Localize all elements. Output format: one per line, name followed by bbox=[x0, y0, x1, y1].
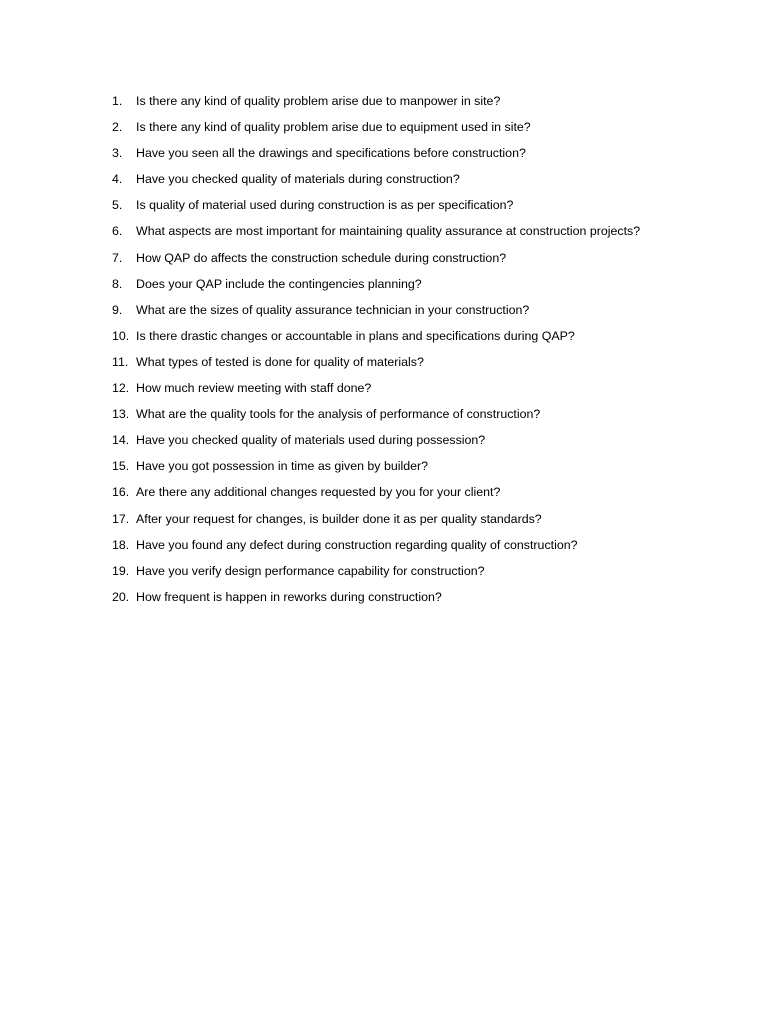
question-text: Is there drastic changes or accountable in plans and specifications during QAP? bbox=[136, 328, 575, 343]
question-number: 14. bbox=[112, 433, 130, 448]
question-number: 20. bbox=[112, 589, 130, 604]
question-item bbox=[112, 142, 640, 168]
question-number: 9. bbox=[112, 302, 123, 317]
question-text: Is there any kind of quality problem arise due to equipment used in site? bbox=[136, 120, 531, 135]
question-item bbox=[112, 299, 640, 325]
question-text: Have you got possession in time as given by builder? bbox=[136, 459, 429, 474]
question-text: Is there any kind of quality problem arise due to manpower in site? bbox=[136, 94, 501, 108]
question-number: 7. bbox=[112, 250, 123, 265]
question-item bbox=[112, 168, 640, 194]
question-text: Have you verify design performance capability for construction? bbox=[136, 563, 485, 578]
question-number: 4. bbox=[112, 172, 123, 187]
question-item bbox=[112, 508, 640, 534]
question-number: 12. bbox=[112, 381, 130, 396]
question-text: Have you seen all the drawings and specifications before construction? bbox=[136, 146, 526, 161]
question-number: 2. bbox=[112, 120, 123, 135]
question-item bbox=[112, 534, 640, 560]
question-text: How frequent is happen in reworks during construction? bbox=[136, 589, 442, 604]
question-item bbox=[112, 220, 640, 246]
question-text: Have you checked quality of materials used during possession? bbox=[136, 433, 486, 448]
question-number: 17. bbox=[112, 511, 130, 526]
question-number: 11. bbox=[112, 354, 129, 369]
question-item bbox=[112, 403, 640, 429]
question-item bbox=[112, 351, 640, 377]
question-number: 10. bbox=[112, 328, 130, 343]
question-number: 13. bbox=[112, 407, 130, 422]
question-text: Have you found any defect during construction regarding quality of construction? bbox=[136, 537, 578, 552]
question-number: 18. bbox=[112, 537, 130, 552]
question-item bbox=[112, 455, 640, 481]
question-item bbox=[112, 586, 640, 612]
question-text: Does your QAP include the contingencies planning? bbox=[136, 276, 422, 291]
question-item bbox=[112, 273, 640, 299]
question-number: 16. bbox=[112, 485, 130, 500]
question-item bbox=[112, 247, 640, 273]
question-number: 15. bbox=[112, 459, 130, 474]
question-item bbox=[112, 560, 640, 586]
question-text: How QAP do affects the construction schedule during construction? bbox=[136, 250, 507, 265]
question-text: What types of tested is done for quality of materials? bbox=[136, 354, 424, 369]
question-text: Are there any additional changes requested by you for your client? bbox=[136, 485, 501, 500]
question-item bbox=[112, 481, 640, 507]
question-number: 6. bbox=[112, 224, 123, 239]
question-item bbox=[112, 377, 640, 403]
question-number: 3. bbox=[112, 146, 123, 161]
question-text: What aspects are most important for maintaining quality assurance at construction projects? bbox=[136, 224, 641, 239]
question-item bbox=[112, 429, 640, 455]
question-item bbox=[112, 325, 640, 351]
question-list bbox=[112, 90, 640, 612]
question-item bbox=[112, 90, 640, 116]
question-text: What are the quality tools for the analysis of performance of construction? bbox=[136, 407, 541, 422]
question-text: Is quality of material used during construction is as per specification? bbox=[136, 198, 514, 213]
question-number: 19. bbox=[112, 563, 130, 578]
question-text: Have you checked quality of materials during construction? bbox=[136, 172, 460, 187]
question-text: After your request for changes, is builder done it as per quality standards? bbox=[136, 511, 542, 526]
question-number: 1. bbox=[112, 94, 123, 108]
question-text: How much review meeting with staff done? bbox=[136, 381, 372, 396]
question-text: What are the sizes of quality assurance technician in your construction? bbox=[136, 302, 530, 317]
question-number: 5. bbox=[112, 198, 123, 213]
question-number: 8. bbox=[112, 276, 123, 291]
question-item bbox=[112, 194, 640, 220]
question-item bbox=[112, 116, 640, 142]
